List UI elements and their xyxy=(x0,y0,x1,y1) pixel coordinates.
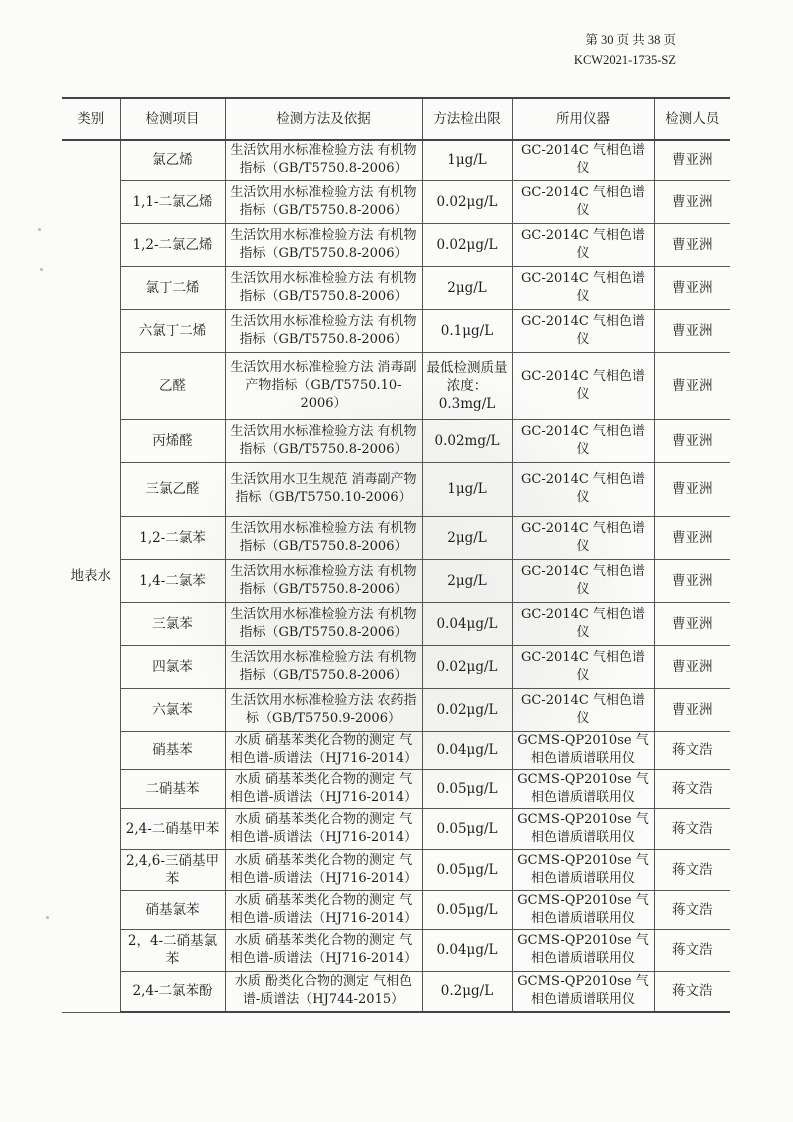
limit-cell: 0.04μg/L xyxy=(422,929,512,971)
table-row xyxy=(62,559,730,602)
item-cell: 2,4-二硝基甲苯 xyxy=(120,808,225,849)
item-cell: 1,1-二氯乙烯 xyxy=(120,180,225,223)
method-cell: 生活饮用水标准检验方法 农药指标（GB/T5750.9-2006） xyxy=(225,688,422,731)
instrument-cell: GCMS-QP2010se 气相色谱质谱联用仪 xyxy=(512,808,654,849)
method-cell: 水质 硝基苯类化合物的测定 气相色谱-质谱法（HJ716-2014） xyxy=(225,808,422,849)
instrument-cell: GC-2014C 气相色谱仪 xyxy=(512,645,654,688)
item-cell: 氯乙烯 xyxy=(120,140,225,180)
item-cell: 2,4-二氯苯酚 xyxy=(120,971,225,1012)
instrument-cell: GCMS-QP2010se 气相色谱质谱联用仪 xyxy=(512,769,654,808)
item-cell: 1,4-二氯苯 xyxy=(120,559,225,602)
table-row xyxy=(62,890,730,929)
report-table xyxy=(62,97,730,1013)
person-cell: 曹亚洲 xyxy=(654,223,730,266)
item-cell: 乙醛 xyxy=(120,352,225,419)
limit-cell: 0.05μg/L xyxy=(422,890,512,929)
instrument-cell: GCMS-QP2010se 气相色谱质谱联用仪 xyxy=(512,971,654,1012)
person-cell: 蒋文浩 xyxy=(654,731,730,769)
limit-cell: 0.02μg/L xyxy=(422,688,512,731)
table-row xyxy=(62,140,730,180)
instrument-cell: GC-2014C 气相色谱仪 xyxy=(512,559,654,602)
page-number: 第 30 页 共 38 页 xyxy=(585,33,676,47)
limit-cell: 0.02μg/L xyxy=(422,223,512,266)
table-row xyxy=(62,849,730,890)
limit-cell: 0.2μg/L xyxy=(422,971,512,1012)
table-header-row xyxy=(62,98,730,140)
col-header-instrument: 所用仪器 xyxy=(512,98,654,140)
table-row xyxy=(62,645,730,688)
item-cell: 三氯乙醛 xyxy=(120,462,225,516)
col-header-person: 检测人员 xyxy=(654,98,730,140)
limit-cell: 1μg/L xyxy=(422,462,512,516)
instrument-cell: GC-2014C 气相色谱仪 xyxy=(512,462,654,516)
person-cell: 曹亚洲 xyxy=(654,309,730,352)
method-cell: 水质 硝基苯类化合物的测定 气相色谱-质谱法（HJ716-2014） xyxy=(225,849,422,890)
scan-speck xyxy=(40,268,43,271)
table-row xyxy=(62,223,730,266)
person-cell: 曹亚洲 xyxy=(654,352,730,419)
table-row xyxy=(62,731,730,769)
table-row xyxy=(62,769,730,808)
method-cell: 水质 硝基苯类化合物的测定 气相色谱-质谱法（HJ716-2014） xyxy=(225,929,422,971)
table-row xyxy=(62,352,730,419)
limit-cell: 0.05μg/L xyxy=(422,769,512,808)
limit-cell: 1μg/L xyxy=(422,140,512,180)
method-cell: 水质 硝基苯类化合物的测定 气相色谱-质谱法（HJ716-2014） xyxy=(225,890,422,929)
person-cell: 曹亚洲 xyxy=(654,688,730,731)
item-cell: 三氯苯 xyxy=(120,602,225,645)
table-row xyxy=(62,309,730,352)
instrument-cell: GC-2014C 气相色谱仪 xyxy=(512,223,654,266)
person-cell: 曹亚洲 xyxy=(654,516,730,559)
item-cell: 1,2-二氯苯 xyxy=(120,516,225,559)
instrument-cell: GCMS-QP2010se 气相色谱质谱联用仪 xyxy=(512,849,654,890)
person-cell: 曹亚洲 xyxy=(654,419,730,462)
table-row xyxy=(62,808,730,849)
limit-cell: 0.1μg/L xyxy=(422,309,512,352)
instrument-cell: GCMS-QP2010se 气相色谱质谱联用仪 xyxy=(512,731,654,769)
instrument-cell: GCMS-QP2010se 气相色谱质谱联用仪 xyxy=(512,929,654,971)
item-cell: 六氯丁二烯 xyxy=(120,309,225,352)
person-cell: 曹亚洲 xyxy=(654,266,730,309)
limit-cell: 0.04μg/L xyxy=(422,602,512,645)
person-cell: 蒋文浩 xyxy=(654,808,730,849)
method-cell: 生活饮用水标准检验方法 有机物指标（GB/T5750.8-2006） xyxy=(225,559,422,602)
person-cell: 曹亚洲 xyxy=(654,140,730,180)
instrument-cell: GC-2014C 气相色谱仪 xyxy=(512,688,654,731)
limit-cell: 0.02mg/L xyxy=(422,419,512,462)
limit-cell: 最低检测质量浓度：0.3mg/L xyxy=(422,352,512,419)
limit-cell: 2μg/L xyxy=(422,516,512,559)
table-row xyxy=(62,419,730,462)
person-cell: 曹亚洲 xyxy=(654,559,730,602)
person-cell: 蒋文浩 xyxy=(654,849,730,890)
method-cell: 生活饮用水标准检验方法 有机物指标（GB/T5750.8-2006） xyxy=(225,180,422,223)
col-header-category: 类别 xyxy=(62,98,120,140)
instrument-cell: GC-2014C 气相色谱仪 xyxy=(512,352,654,419)
table-row xyxy=(62,180,730,223)
item-cell: 氯丁二烯 xyxy=(120,266,225,309)
instrument-cell: GC-2014C 气相色谱仪 xyxy=(512,180,654,223)
col-header-method: 检测方法及依据 xyxy=(225,98,422,140)
category-cell: 地表水 xyxy=(62,140,120,1012)
person-cell: 曹亚洲 xyxy=(654,602,730,645)
item-cell: 硝基苯 xyxy=(120,731,225,769)
instrument-cell: GC-2014C 气相色谱仪 xyxy=(512,309,654,352)
scan-speck xyxy=(38,228,41,231)
instrument-cell: GC-2014C 气相色谱仪 xyxy=(512,266,654,309)
person-cell: 蒋文浩 xyxy=(654,929,730,971)
item-cell: 2,4,6-三硝基甲苯 xyxy=(120,849,225,890)
instrument-cell: GC-2014C 气相色谱仪 xyxy=(512,419,654,462)
table-row xyxy=(62,971,730,1012)
item-cell: 四氯苯 xyxy=(120,645,225,688)
method-cell: 生活饮用水标准检验方法 有机物指标（GB/T5750.8-2006） xyxy=(225,266,422,309)
method-cell: 生活饮用水卫生规范 消毒副产物指标（GB/T5750.10-2006） xyxy=(225,462,422,516)
limit-cell: 0.02μg/L xyxy=(422,180,512,223)
table-row xyxy=(62,602,730,645)
method-cell: 生活饮用水标准检验方法 有机物指标（GB/T5750.8-2006） xyxy=(225,140,422,180)
method-cell: 水质 酚类化合物的测定 气相色谱-质谱法（HJ744-2015） xyxy=(225,971,422,1012)
person-cell: 蒋文浩 xyxy=(654,890,730,929)
person-cell: 曹亚洲 xyxy=(654,645,730,688)
method-cell: 生活饮用水标准检验方法 有机物指标（GB/T5750.8-2006） xyxy=(225,602,422,645)
person-cell: 曹亚洲 xyxy=(654,462,730,516)
method-cell: 水质 硝基苯类化合物的测定 气相色谱-质谱法（HJ716-2014） xyxy=(225,731,422,769)
col-header-item: 检测项目 xyxy=(120,98,225,140)
item-cell: 丙烯醛 xyxy=(120,419,225,462)
limit-cell: 2μg/L xyxy=(422,266,512,309)
table-row xyxy=(62,462,730,516)
person-cell: 蒋文浩 xyxy=(654,769,730,808)
col-header-limit: 方法检出限 xyxy=(422,98,512,140)
limit-cell: 0.05μg/L xyxy=(422,808,512,849)
instrument-cell: GC-2014C 气相色谱仪 xyxy=(512,140,654,180)
limit-cell: 2μg/L xyxy=(422,559,512,602)
item-cell: 二硝基苯 xyxy=(120,769,225,808)
limit-cell: 0.02μg/L xyxy=(422,645,512,688)
table-row xyxy=(62,929,730,971)
method-cell: 生活饮用水标准检验方法 有机物指标（GB/T5750.8-2006） xyxy=(225,645,422,688)
table-row xyxy=(62,516,730,559)
limit-cell: 0.04μg/L xyxy=(422,731,512,769)
scan-speck xyxy=(46,916,49,919)
instrument-cell: GCMS-QP2010se 气相色谱质谱联用仪 xyxy=(512,890,654,929)
person-cell: 蒋文浩 xyxy=(654,971,730,1012)
method-cell: 水质 硝基苯类化合物的测定 气相色谱-质谱法（HJ716-2014） xyxy=(225,769,422,808)
table-row xyxy=(62,688,730,731)
instrument-cell: GC-2014C 气相色谱仪 xyxy=(512,602,654,645)
method-cell: 生活饮用水标准检验方法 有机物指标（GB/T5750.8-2006） xyxy=(225,516,422,559)
person-cell: 曹亚洲 xyxy=(654,180,730,223)
page-header xyxy=(574,30,676,70)
method-cell: 生活饮用水标准检验方法 有机物指标（GB/T5750.8-2006） xyxy=(225,309,422,352)
report-code: KCW2021-1735-SZ xyxy=(573,53,676,67)
item-cell: 1,2-二氯乙烯 xyxy=(120,223,225,266)
item-cell: 六氯苯 xyxy=(120,688,225,731)
limit-cell: 0.05μg/L xyxy=(422,849,512,890)
method-cell: 生活饮用水标准检验方法 消毒副产物指标（GB/T5750.10-2006） xyxy=(225,352,422,419)
item-cell: 2，4-二硝基氯苯 xyxy=(120,929,225,971)
item-cell: 硝基氯苯 xyxy=(120,890,225,929)
instrument-cell: GC-2014C 气相色谱仪 xyxy=(512,516,654,559)
method-cell: 生活饮用水标准检验方法 有机物指标（GB/T5750.8-2006） xyxy=(225,419,422,462)
method-cell: 生活饮用水标准检验方法 有机物指标（GB/T5750.8-2006） xyxy=(225,223,422,266)
table-row xyxy=(62,266,730,309)
